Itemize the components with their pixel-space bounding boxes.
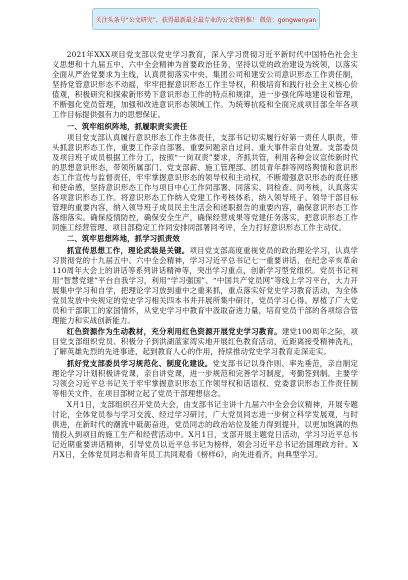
document-body [52, 50, 358, 461]
promo-banner[interactable] [92, 8, 320, 30]
paragraph-activities: X月1日，支部组织召开党员大会，由支部书记主讲十九届六中全会会议精神，开展专题讨论，全体党员参与学习交流、经过学习研讨，广大党员同志进一步树立科学发展观，与时俱进，在新时代的潮流中砥砺奋进，党员同志的政治站位及能力得到提升，以更加饱满的热情投入到项目的施工生产和经营活动中。X月1日，支部开展主题党日活动，学习习近平总书记近期重要讲话精神，引导党员以近平总书记为榜样，领会习近平总书记治国理政方针。X月X日，全体党员同志和青年员工共同观看《榜样6》，向先进看齐，向典型学习。 [52, 399, 358, 460]
paragraph-section-1: 项目党支部认真履行意识形态工作主体责任，支部书记切实履行好第一责任人职责，带头抓意识形态工作，重要工作亲自部署、重要问题亲自过问、重大事件亲自处置。支部委员及项目班子成员根据工作分工，按照“一岗双责”要求，齐抓共管，利用各种会议宣传新时代的思想意识形态，带领所属部门、党支部薪、施工管理部、团员青年群等网络舆情和意识形态工作宣传与监督责任，牢牢掌握意识形态的领导权和主动权，不断增强意识形态的责任感和使命感，坚持意识形态工作与项目中心工作同部署、同落实、同检查、同考核，认真落实各项意识形态工作。将意识形态工作纳入党建工作考核体系，纳入领导班子、领导干部目标管理的重要内容，纳入领导班子成员民主生活会和述职报告的重要内容，确保意识形态工作落细落实。确保疫情防控，确保安全生产，确保经营成果等党建任务落实，把意识形态工作同施工经营管理、项目部稳定工作同安排同部署同考评，全力打好意识形态工作主动仗。 [52, 132, 358, 233]
lead-sentence-red: 红色资源作为生动教材，充分利用红色资源开展党史学习教育。 [66, 327, 282, 337]
paragraph-theory-study [52, 246, 358, 326]
paragraph-red-text: 建党100周年之际，项目党支部组织党员、积极分子到洪湖蓝家湾实地开展红色教育活动，近距离接受精神洗礼，了解英雄先烈的先进事迹，起到教育人心的作用，持续推动党史学习教育走深走实。 [52, 327, 359, 357]
lead-sentence-committee: 抓好党支部委员学习规范化、制度化建设。 [66, 358, 213, 368]
paragraph-committee-study [52, 359, 358, 399]
section-heading-2: 二、筑牢思想阵地，抓学习抓责效 [66, 234, 180, 244]
paragraph-committee-text: 党支部书记以身作则、率先垂范，亲自制定理论学习计划积极讲党课，亲自讲党课，进一步规范和完善学习制度，考勤签到制。主要学习领会习近平总书记关于牢牢掌握意识形态工作领导权和话语权、党委意识形态工作责任制等相关文件，在项目部树立起了党员干部理想信念。 [52, 358, 359, 398]
promo-banner-text: 关注头条号“公文研究”，获得最新最全最专业的公文资料推！ 微信：gongwenyan [95, 16, 317, 24]
paragraph-red-resources [52, 327, 358, 357]
section-heading-1: 一、筑牢组织阵地，抓履职责实责任 [66, 121, 188, 131]
lead-sentence-theory: 抓宣传思想工作，理论武装是关键。 [66, 245, 190, 255]
paragraph-theory-text: 项目党支部高度重视党员的政治理论学习，认真学习贯彻党的十九届五中、六中全会精神，学习习近平总书记七一重要讲话、在纪念辛亥革命110周年大会上的讲话等系列讲话精神等，突出学习重点，创新学习型党组织。党员书记利用“智慧党建”平台自我学习，利用“学习强国”、“中国共产党员网”等线上学习平台，大力开展集中学习和自学，把理论学习放到重中之重来抓，重点落实好党史学习教育活动，为全体党员发放中央规定的党史学习相关四本书并开展所集中研讨，党员学习心得。厚植了广大党员和干部职工的家国情怀，从党史学习中教育中汲取奋进力量，培育党员干部的各项综合管理能力和实战创新能力。 [52, 245, 358, 325]
paragraph-intro: 2021年XXX项目党支部以党史学习教育，深入学习贯彻习近平新时代中国特色社会主义思想和十九届五中、六中全会精神为首要政治任务，坚持以党的政治建设为统领，以落实全面从严治党要求为主线，认真贯彻落实中央、集团公司和建安公司意识形态工作责任制，坚持党管意识形态不动摇，牢牢把握意识形态工作主导权，积极培育和践行社会主义核心价值观，积极研究和探索新形势下意识形态工作的特点和规律，进一步强化阵地建设和管理，不断强化党员管理，加强和改进意识形态领域工作。为统筹抗疫和全面完成项目部全年各项工作目标提供强有力的思想保证。 [52, 50, 358, 120]
